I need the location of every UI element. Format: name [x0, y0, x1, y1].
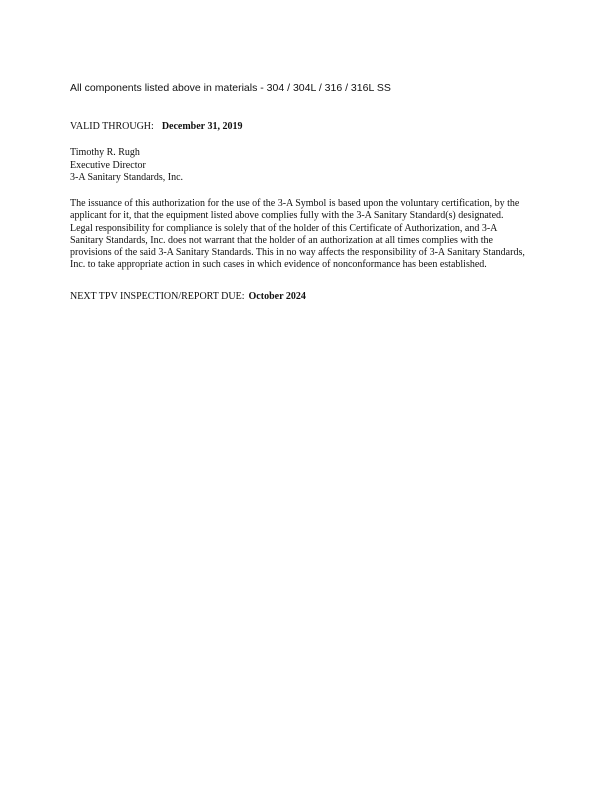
signatory-title: Executive Director — [70, 159, 146, 171]
signatory-organization: 3-A Sanitary Standards, Inc. — [70, 172, 184, 183]
disclaimer-line: Legal responsibility for compliance is solely that of the holder of this Certificate of Authorization, and 3-A — [70, 222, 498, 234]
next-inspection-due: October 2024 — [248, 291, 306, 302]
valid-through — [70, 121, 242, 132]
valid-through-date: December 31, 2019 — [161, 121, 243, 132]
signatory-name: Timothy R. Rugh — [70, 147, 140, 158]
materials-statement: All components listed above in materials - 304 / 304L / 316 / 316L SS — [70, 82, 391, 94]
signatory-block — [70, 147, 183, 185]
valid-through-label: VALID THROUGH: — [70, 121, 154, 132]
disclaimer-line: Sanitary Standards, Inc. does not warrant that the holder of an authorization at all times complies with the — [70, 234, 493, 246]
next-inspection — [70, 291, 306, 302]
disclaimer-line: applicant for it, that the equipment listed above complies fully with the 3-A Sanitary Standard(s) designated. — [70, 210, 504, 222]
disclaimer-line: provisions of the said 3-A Sanitary Standards. This in no way affects the responsibility of 3-A Sanitary Standards, — [70, 247, 525, 259]
next-inspection-label: NEXT TPV INSPECTION/REPORT DUE: — [70, 291, 245, 302]
disclaimer-paragraph — [70, 198, 530, 272]
disclaimer-line: Inc. to take appropriate action in such cases in which evidence of nonconformance has been established. — [70, 259, 487, 271]
disclaimer-line: The issuance of this authorization for the use of the 3-A Symbol is based upon the voluntary certification, by the — [70, 198, 520, 209]
